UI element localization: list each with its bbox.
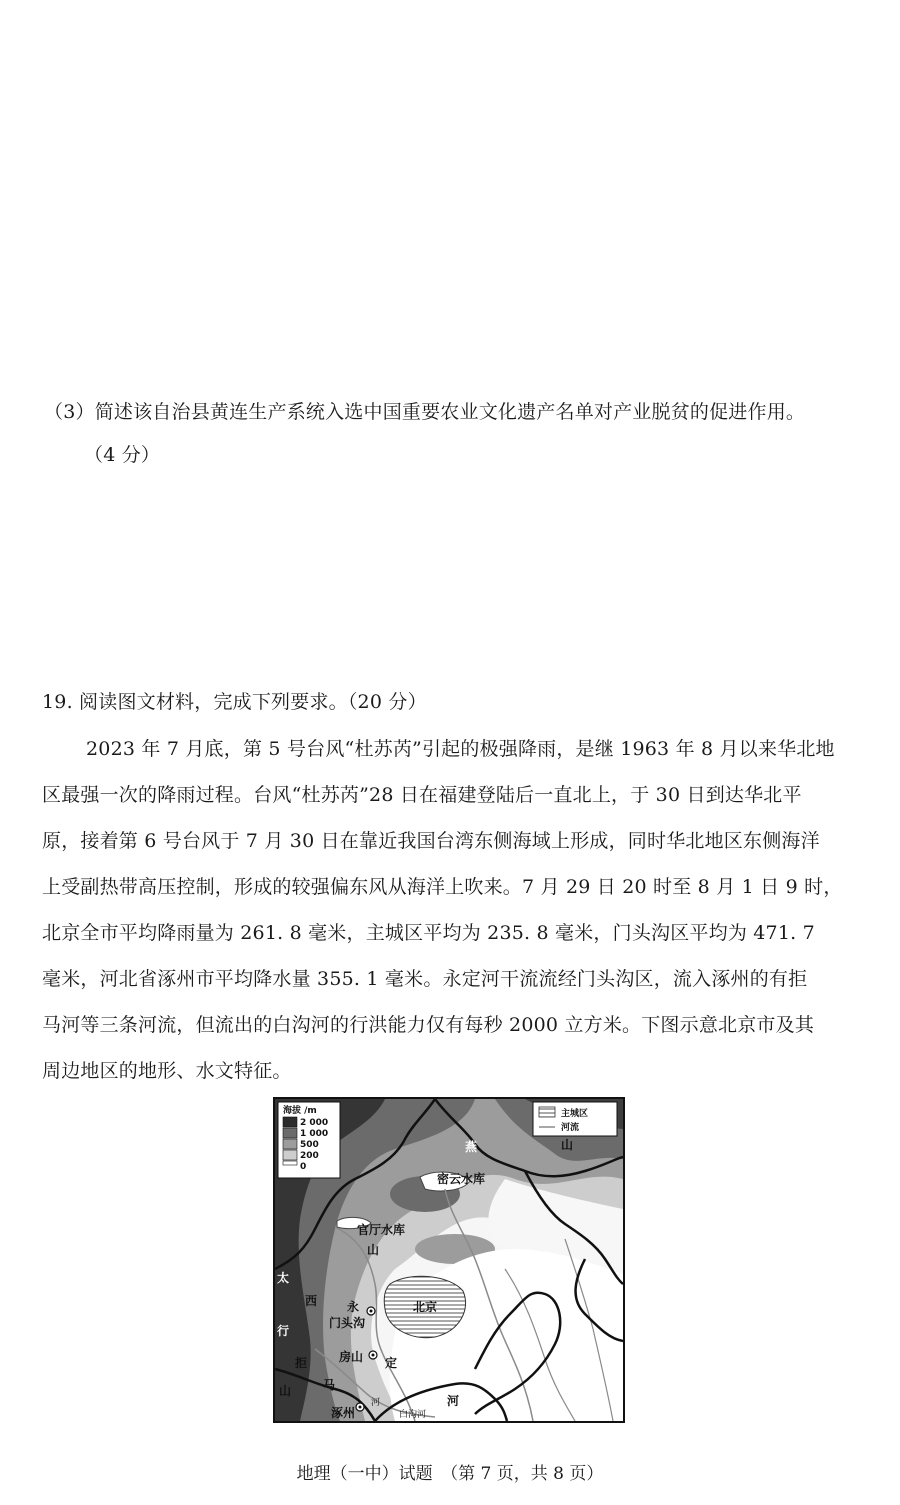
label-he: 河 [447,1394,460,1408]
q19-para-line: 周边地区的地形、水文特征。 [42,1060,292,1082]
label-yan: 燕 [465,1140,478,1154]
legend-level-label: 2 000 [300,1118,329,1128]
legend-level-label: 500 [300,1140,319,1150]
q19-para-line: 毫米，河北省涿州市平均降水量 355. 1 毫米。永定河干流流经门头沟区，流入涿州的有拒 [42,968,808,990]
label-yong: 永 [347,1300,360,1314]
legend-swatch [283,1150,297,1160]
q19-para-line: 原，接着第 6 号台风于 7 月 30 日在靠近我国台湾东侧海域上形成，同时华北地区东侧海洋 [42,830,820,852]
label-shan2: 山 [367,1243,380,1257]
legend-title: 海拔 /m [283,1106,317,1116]
key-river-label: 河流 [561,1123,580,1133]
label-mentougou: 门头沟 [329,1316,366,1330]
legend-level-label: 200 [300,1151,319,1161]
q3-line1: （3）简述该自治县黄连生产系统入选中国重要农业文化遗产名单对产业脱贫的促进作用。 [44,401,806,423]
legend-level-label: 1 000 [300,1129,329,1139]
q19-para-line: 北京全市平均降雨量为 261. 8 毫米，主城区平均为 235. 8 毫米，门头沟区平均为 471. 7 [42,922,815,944]
q19-para-line: 马河等三条河流，但流出的白沟河的行洪能力仅有每秒 2000 立方米。下图示意北京市及其 [42,1014,815,1036]
legend-level-label: 0 [300,1162,307,1172]
label-ju: 拒 [295,1356,308,1370]
label-xing: 行 [277,1324,290,1338]
page-footer: 地理（一中）试题 （第 7 页，共 8 页） [296,1464,604,1484]
label-ding: 定 [385,1356,398,1370]
label-zhuozhou: 涿州 [331,1406,356,1420]
q19-para-line: 上受副热带高压控制，形成的较强偏东风从海洋上吹来。7 月 29 日 20 时至 8 月 1 日 9 时， [42,876,843,898]
label-shan1: 山 [561,1138,574,1152]
label-guanting: 官厅水库 [357,1223,406,1237]
legend-swatch [283,1161,297,1165]
q19-para-line: 2023 年 7 月底，第 5 号台风“杜苏芮”引起的极强降雨，是继 1963 年 8 月以来华北地 [86,738,835,760]
label-miyun: 密云水库 [437,1172,486,1186]
legend-swatch [283,1139,297,1149]
legend-swatch [283,1128,297,1138]
label-xi: 西 [305,1294,318,1308]
q3-line2: （4 分） [84,444,161,466]
key-urban-label: 主城区 [561,1109,589,1119]
terrain-map [273,1097,625,1423]
label-shan3: 山 [279,1384,292,1398]
legend-swatch [283,1117,297,1127]
label-baigou: 白沟河 [399,1410,427,1420]
label-beijing: 北京 [413,1300,438,1314]
label-ma: 马 [323,1378,336,1392]
label-tai: 太 [277,1271,290,1285]
label-he-ju: 河 [371,1398,381,1408]
label-fangshan: 房山 [339,1350,364,1364]
q19-para-line: 区最强一次的降雨过程。台风“杜苏芮”28 日在福建登陆后一直北上，于 30 日到达华北平 [42,784,802,806]
q19-heading: 19. 阅读图文材料，完成下列要求。（20 分） [42,691,427,713]
